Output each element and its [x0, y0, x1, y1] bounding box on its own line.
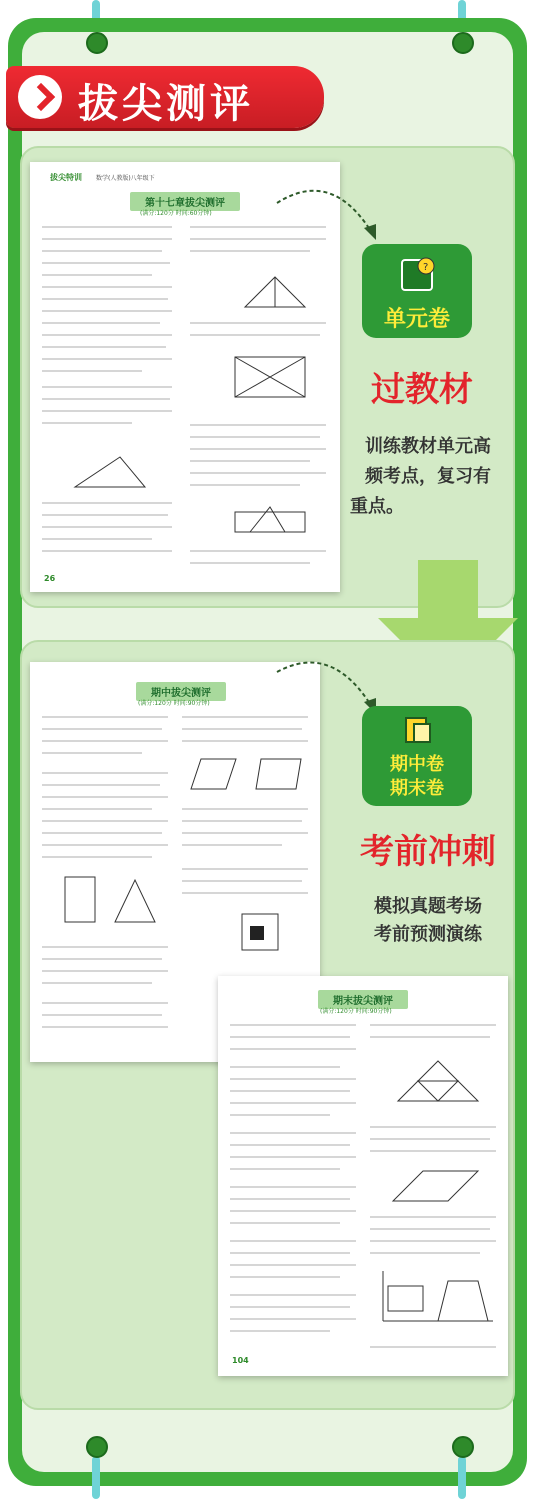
text-line: [42, 286, 172, 288]
text-line: [42, 772, 168, 774]
text-line: [230, 1330, 330, 1332]
hanger-left-bottom: [92, 1456, 100, 1499]
text-line: [42, 262, 170, 264]
hanger-right-bottom: [458, 1456, 466, 1499]
book-tag: 拔尖特训: [50, 173, 82, 182]
text-line: [42, 820, 168, 822]
text-line: [182, 880, 302, 882]
text-line: [42, 238, 172, 240]
unit-page-title: 第十七章拔尖测评: [130, 192, 240, 211]
beam-figure: [60, 872, 160, 932]
panel2-heading: 考前冲刺: [360, 832, 496, 872]
text-line: [230, 1078, 356, 1080]
text-line: [230, 1210, 356, 1212]
exam-badge: [362, 706, 472, 806]
panel1-desc-line-1: 训练教材单元高: [365, 436, 491, 457]
text-line: [230, 1168, 340, 1170]
text-line: [230, 1294, 356, 1296]
text-line: [230, 1318, 356, 1320]
text-line: [370, 1228, 490, 1230]
panel1-desc-line-2: 频考点，复习有: [365, 466, 491, 487]
unit-badge: [362, 244, 472, 338]
text-line: [190, 250, 310, 252]
text-line: [370, 1252, 480, 1254]
text-line: [230, 1066, 340, 1068]
midterm-page-title: 期中拔尖测评: [136, 682, 226, 701]
text-line: [370, 1240, 496, 1242]
text-line: [42, 946, 168, 948]
text-line: [230, 1240, 356, 1242]
knob-left-bottom: [86, 1436, 108, 1458]
text-line: [42, 716, 168, 718]
page-number: 104: [232, 1356, 249, 1365]
text-line: [42, 346, 166, 348]
text-line: [370, 1216, 496, 1218]
text-line: [190, 424, 326, 426]
knob-right-top: [452, 32, 474, 54]
text-line: [190, 436, 320, 438]
text-line: [42, 386, 172, 388]
text-line: [42, 728, 162, 730]
parallelogram-figure: [186, 754, 306, 794]
text-line: [42, 410, 172, 412]
text-line: [42, 358, 172, 360]
text-line: [182, 868, 308, 870]
exam-badge-label-2: 期末卷: [390, 778, 444, 799]
text-line: [42, 334, 172, 336]
text-line: [42, 970, 168, 972]
text-line: [230, 1276, 340, 1278]
text-line: [42, 526, 172, 528]
text-line: [42, 514, 168, 516]
text-line: [190, 550, 326, 552]
text-line: [190, 472, 326, 474]
text-line: [190, 562, 310, 564]
midterm-page-sub: (满分:120分 时间:90分钟): [138, 700, 210, 707]
text-line: [190, 334, 320, 336]
text-line: [182, 728, 302, 730]
text-line: [42, 322, 160, 324]
text-line: [42, 298, 168, 300]
text-line: [42, 1002, 168, 1004]
text-line: [42, 1026, 168, 1028]
text-line: [230, 1306, 350, 1308]
knob-left-top: [86, 32, 108, 54]
svg-text:?: ?: [423, 262, 429, 273]
document-icon: [402, 714, 436, 746]
panel2-desc-line-1: 模拟真题考场: [374, 896, 482, 917]
dashed-arrow: [272, 178, 382, 248]
text-line: [42, 796, 168, 798]
triangle-figure: [388, 1056, 488, 1106]
text-line: [42, 844, 168, 846]
text-line: [42, 310, 172, 312]
text-line: [42, 398, 170, 400]
text-line: [190, 448, 326, 450]
grid-square-figure: [240, 912, 280, 952]
header-title: 拔尖测评: [78, 81, 254, 127]
triangle-figure: [70, 452, 150, 492]
text-line: [42, 370, 142, 372]
exam-badge-label-1: 期中卷: [390, 754, 444, 775]
text-line: [230, 1132, 356, 1134]
text-line: [42, 274, 152, 276]
text-line: [182, 820, 302, 822]
text-line: [42, 550, 172, 552]
text-line: [230, 1156, 356, 1158]
text-line: [182, 740, 308, 742]
text-line: [42, 226, 172, 228]
text-line: [370, 1024, 496, 1026]
text-line: [190, 484, 300, 486]
text-line: [370, 1036, 490, 1038]
text-line: [230, 1090, 350, 1092]
text-line: [182, 892, 308, 894]
graph-figure: [378, 1266, 498, 1326]
play-arrow-icon: [18, 75, 62, 119]
parallelogram-figure: [388, 1166, 488, 1206]
panel1-desc-line-3: 重点。: [350, 496, 404, 517]
text-line: [230, 1024, 356, 1026]
knob-right-bottom: [452, 1436, 474, 1458]
unit-page-sub: (满分:120分 时间:60分钟): [140, 210, 212, 217]
text-line: [370, 1126, 496, 1128]
final-page: [218, 976, 508, 1376]
book-sub: 数学(人教版)八年级下: [96, 175, 155, 182]
text-line: [230, 1114, 330, 1116]
panel2-desc-line-2: 考前预测演练: [374, 924, 482, 945]
triangle-figure: [240, 272, 310, 312]
text-line: [42, 502, 172, 504]
text-line: [370, 1346, 496, 1348]
text-line: [230, 1102, 356, 1104]
text-line: [42, 740, 168, 742]
panel1-heading: 过教材: [371, 370, 473, 410]
text-line: [42, 422, 132, 424]
down-arrow-stem: [418, 560, 478, 620]
ruler-figure: [230, 502, 310, 542]
text-line: [230, 1222, 340, 1224]
text-line: [230, 1036, 350, 1038]
text-line: [230, 1252, 350, 1254]
text-line: [230, 1144, 350, 1146]
text-line: [370, 1138, 490, 1140]
page-number: 26: [44, 574, 56, 583]
header-banner: [6, 66, 324, 128]
grid-figure: [230, 352, 310, 402]
text-line: [370, 1150, 496, 1152]
text-line: [230, 1186, 356, 1188]
text-line: [42, 832, 162, 834]
text-line: [230, 1264, 356, 1266]
text-line: [230, 1198, 350, 1200]
text-line: [42, 958, 162, 960]
panel-unit-test: [20, 146, 515, 608]
final-page-sub: (满分:120分 时间:90分钟): [320, 1008, 392, 1015]
panel-exam: [20, 640, 515, 1410]
text-line: [42, 856, 152, 858]
text-line: [42, 752, 142, 754]
text-line: [190, 322, 326, 324]
text-line: [42, 982, 152, 984]
text-line: [42, 250, 162, 252]
text-line: [182, 808, 308, 810]
puzzle-icon: [398, 254, 438, 294]
final-page-title: 期末拔尖测评: [318, 990, 408, 1009]
text-line: [182, 844, 282, 846]
text-line: [190, 460, 310, 462]
text-line: [42, 784, 160, 786]
text-line: [182, 832, 308, 834]
text-line: [42, 1014, 162, 1016]
text-line: [230, 1048, 356, 1050]
unit-badge-label: 单元卷: [383, 307, 450, 332]
text-line: [42, 538, 152, 540]
text-line: [42, 808, 152, 810]
